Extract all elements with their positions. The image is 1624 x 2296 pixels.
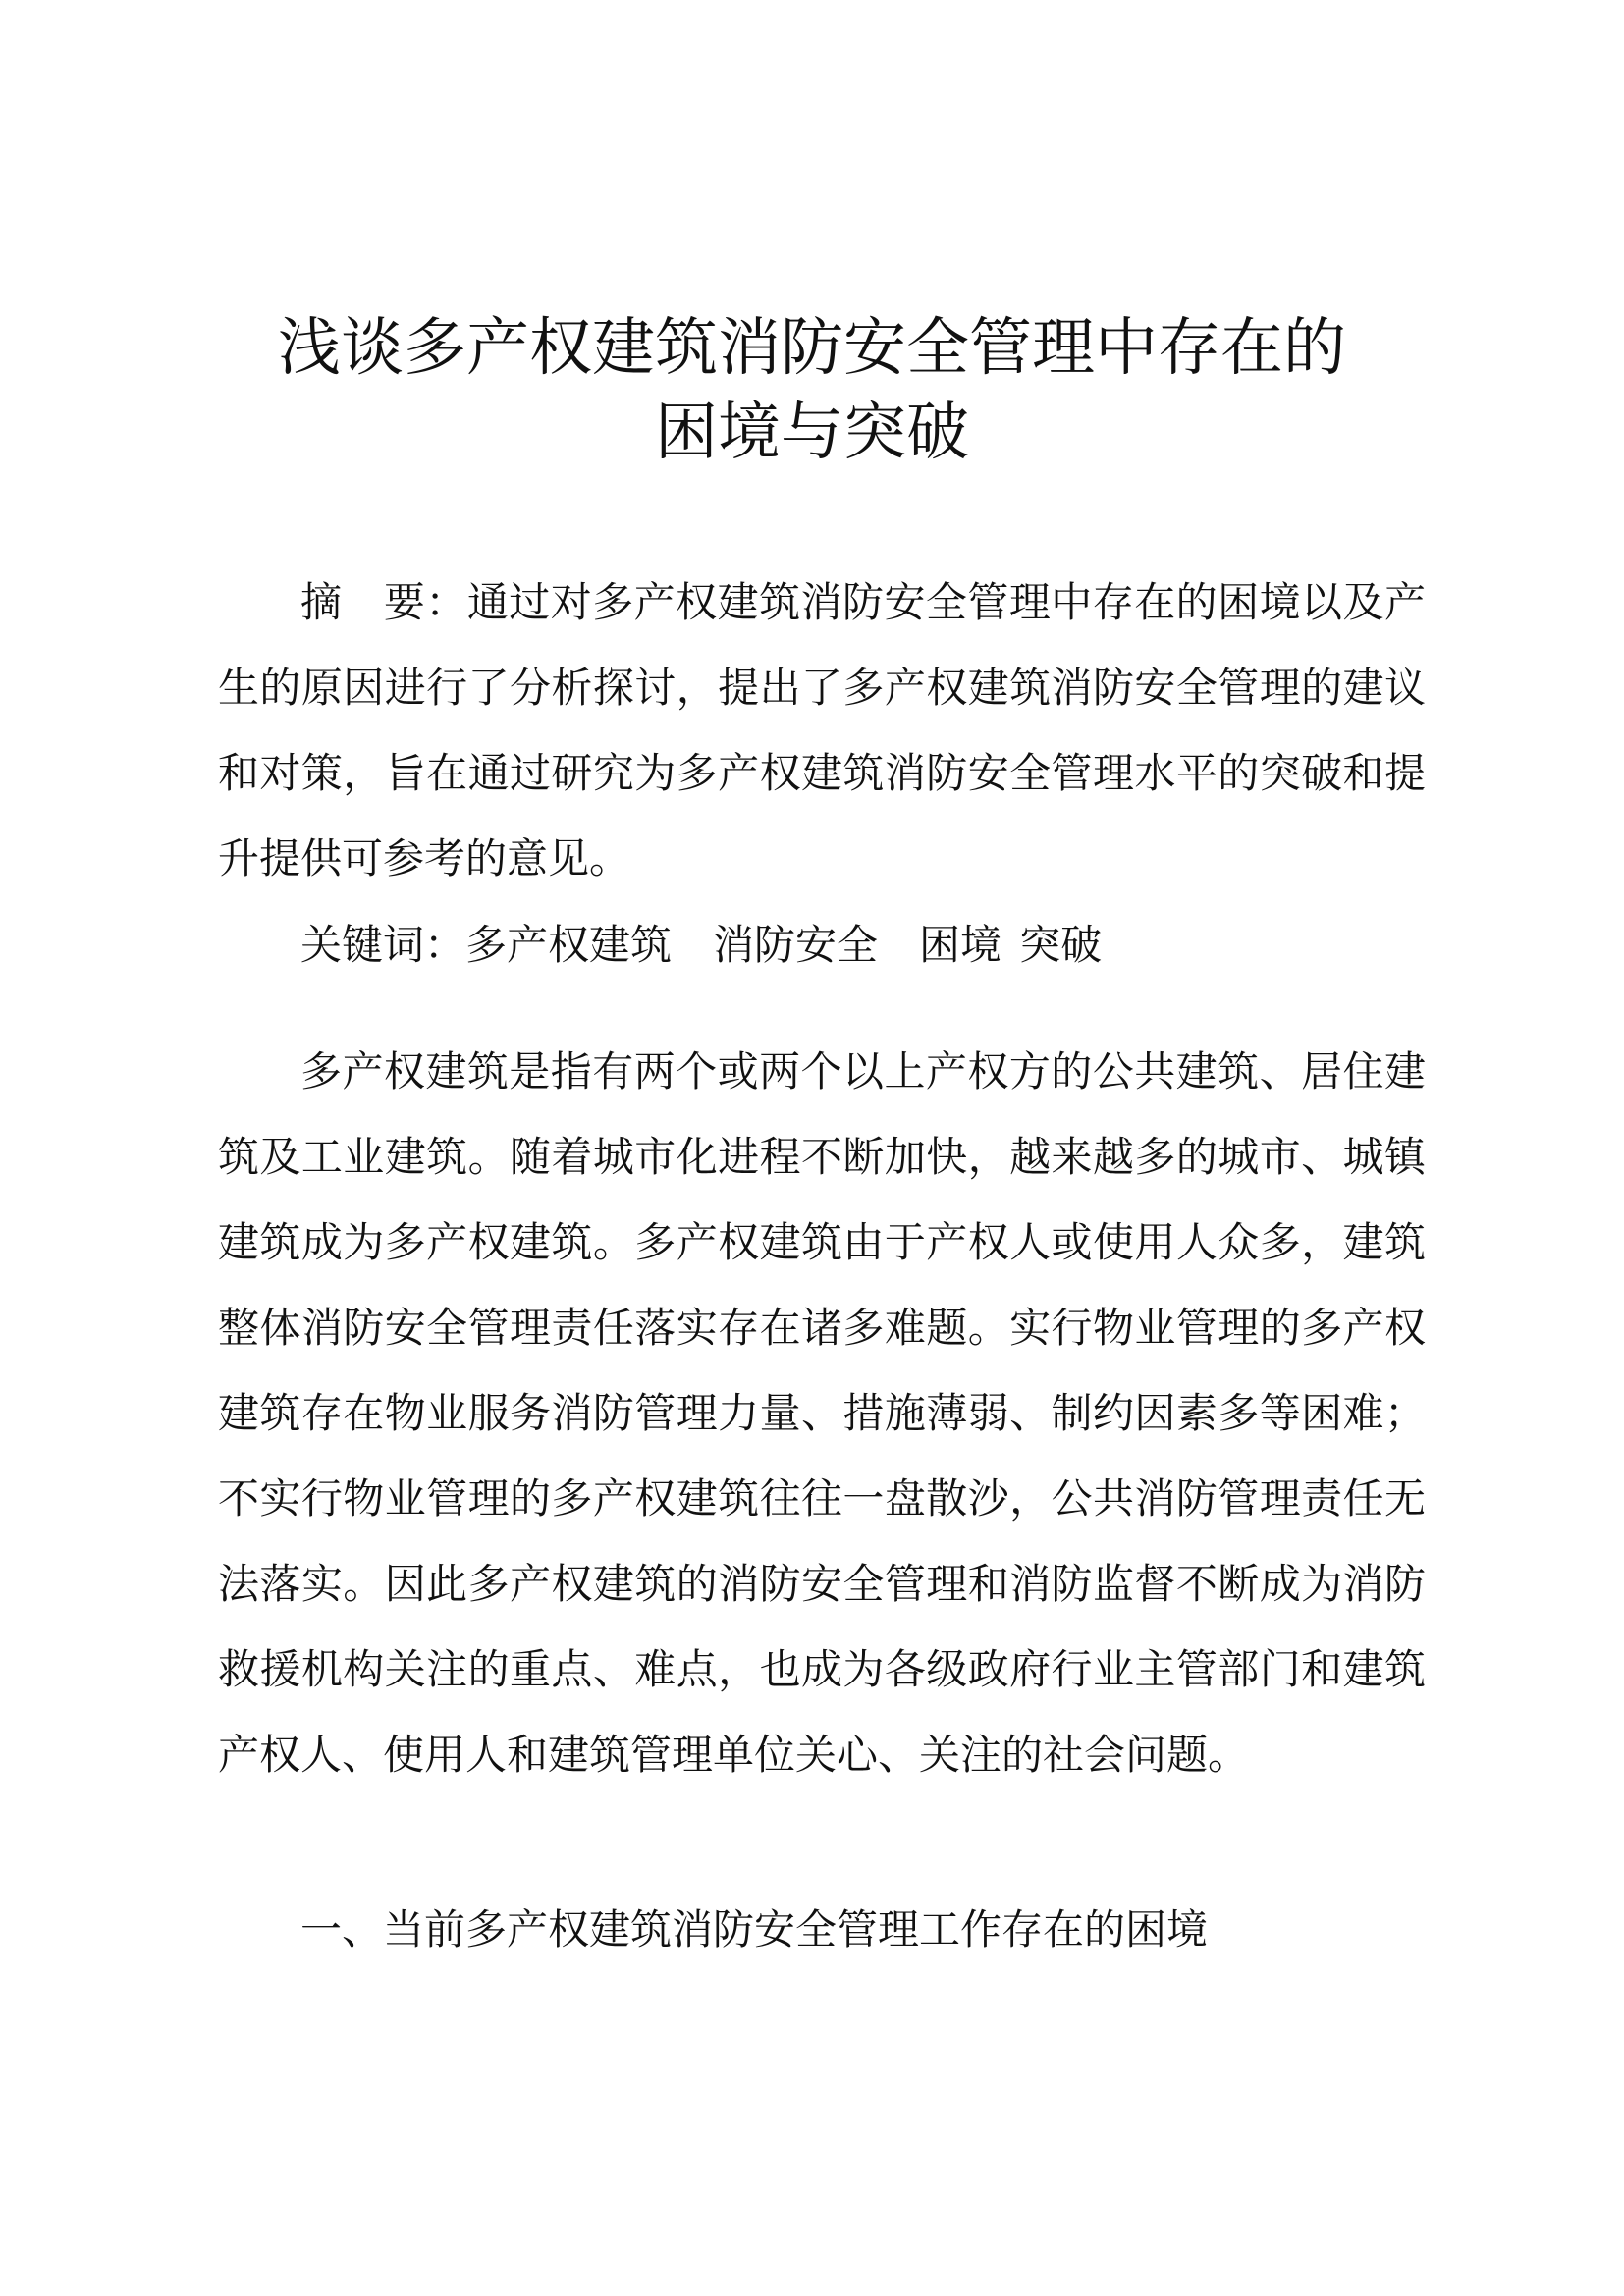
keyword: 多产权建筑 <box>465 921 673 969</box>
abstract-paragraph <box>218 560 1426 901</box>
keyword: 困境 <box>919 921 1002 969</box>
abstract-text: 通过对多产权建筑消防安全管理中存在的困境以及产生的原因进行了分析探讨，提出了多产权建筑消防安全管理的建议和对策，旨在通过研究为多产权建筑消防安全管理水平的突破和提升提供可参考的意见。 <box>218 578 1426 882</box>
title-line-1: 浅谈多产权建筑消防安全管理中存在的 <box>278 312 1346 385</box>
keyword: 突破 <box>1019 921 1103 969</box>
keyword: 消防安全 <box>713 921 879 969</box>
body-paragraph-1: 多产权建筑是指有两个或两个以上产权方的公共建筑、居住建筑及工业建筑。随着城市化进程不断加快，越来越多的城市、城镇建筑成为多产权建筑。多产权建筑由于产权人或使用人众多，建筑整体消防安全管理责任落实存在诸多难题。实行物业管理的多产权建筑存在物业服务消防管理力量、措施薄弱、制约因素多等困难；不实行物业管理的多产权建筑往往一盘散沙，公共消防管理责任无法落实。因此多产权建筑的消防安全管理和消防监督不断成为消防救援机构关注的重点、难点，也成为各级政府行业主管部门和建筑产权人、使用人和建筑管理单位关心、关注的社会问题。 <box>218 1047 1426 1779</box>
keywords-label: 关键词： <box>300 921 466 969</box>
document-title <box>0 306 1624 475</box>
abstract-label: 摘 要： <box>300 578 467 626</box>
keywords-line <box>218 902 1426 988</box>
title-line-2: 困境与突破 <box>655 397 969 469</box>
section-heading-1: 一、当前多产权建筑消防安全管理工作存在的困境 <box>300 1905 1209 1953</box>
